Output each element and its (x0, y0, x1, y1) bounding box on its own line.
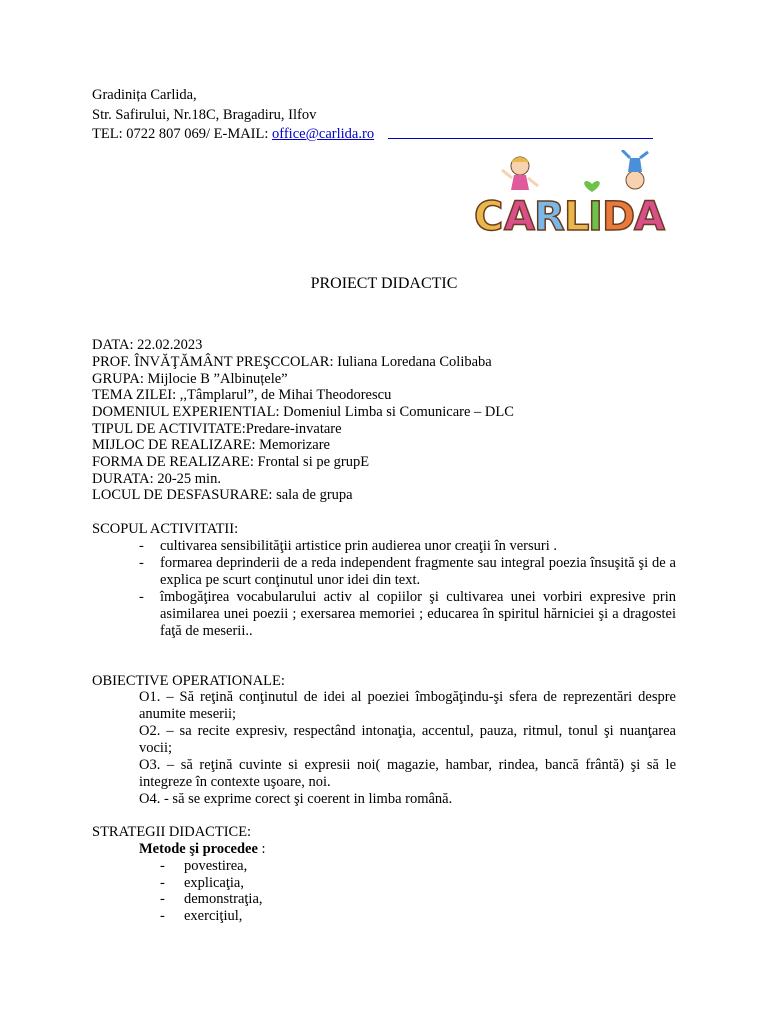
mijloc-value: Memorizare (255, 437, 330, 453)
obiective-item: O4. - să se exprime corect şi coerent in limba română. (139, 791, 453, 807)
metode-item: demonstraţia, (184, 891, 263, 907)
metode-item: explicaţia, (184, 875, 244, 891)
obiective-heading: OBIECTIVE OPERATIONALE: (92, 673, 285, 689)
metode-item: exerciţiul, (184, 908, 243, 924)
obiective-item: O1. – Să reţină conţinutul de idei al poeziei îmbogăţindu-şi sfera de reprezentări despre anumite meserii; (139, 689, 676, 722)
scopul-dash: - (139, 555, 144, 571)
prof-value: Iuliana Loredana Colibaba (333, 354, 492, 370)
durata-value: 20-25 min. (153, 471, 221, 487)
durata-label: DURATA: (92, 471, 154, 487)
svg-text:C: C (474, 194, 504, 238)
svg-text:I: I (588, 194, 603, 238)
scopul-item: cultivarea sensibilităţii artistice prin audierea unor creaţii în versuri . (160, 538, 557, 554)
info-data (92, 337, 202, 354)
strategii-heading: STRATEGII DIDACTICE: (92, 824, 252, 840)
metode-heading (139, 841, 266, 858)
metode-dash: - (160, 875, 165, 891)
info-domeniul (92, 404, 514, 421)
org-address: Str. Safirului, Nr.18C, Bragadiru, Ilfov (92, 107, 317, 123)
tipul-label: TIPUL DE ACTIVITATE: (92, 421, 246, 437)
scopul-item: îmbogăţirea vocabularului activ al copiilor şi cultivarea unei vorbiri expresive prin asimilarea unei poezii ; exersarea memoriei ; educarea în spiritul hărniciei şi a dragostei faţă de meserii.. (160, 589, 676, 639)
metode-item: povestirea, (184, 858, 248, 874)
data-label: DATA: (92, 337, 134, 353)
mijloc-label: MIJLOC DE REALIZARE: (92, 437, 256, 453)
info-durata (92, 471, 221, 488)
locul-value: sala de grupa (272, 487, 353, 503)
metode-label: Metode şi procedee (139, 841, 258, 857)
info-forma (92, 454, 369, 471)
contact-prefix: TEL: 0722 807 069/ E-MAIL: (92, 126, 273, 142)
forma-value: Frontal si pe grupE (253, 454, 370, 470)
info-grupa (92, 371, 288, 388)
obiective-item: O2. – sa recite expresiv, respectând intonaţia, accentul, pauza, ritmul, tonul şi nuanţarea vocii; (139, 723, 676, 756)
tipul-value: Predare-invatare (245, 421, 342, 437)
forma-label: FORMA DE REALIZARE: (92, 454, 254, 470)
info-prof (92, 354, 492, 371)
obiective-item: O3. – să reţină cuvinte si expresii noi( magazie, hambar, rindea, bancă frântă) şi să le integreze în contexte uşoare, noi. (139, 757, 676, 790)
locul-label: LOCUL DE DESFASURARE: (92, 487, 273, 503)
metode-suffix: : (257, 841, 266, 857)
carlida-logo (472, 150, 672, 238)
grupa-value: Mijlocie B ”Albinuțele” (143, 371, 288, 387)
scopul-dash: - (139, 538, 144, 554)
svg-text:L: L (564, 194, 590, 238)
data-value: 22.02.2023 (133, 337, 203, 353)
svg-text:D: D (602, 194, 636, 238)
scopul-dash: - (139, 589, 144, 605)
info-mijloc (92, 437, 330, 454)
domeniul-value: Domeniul Limba si Comunicare – DLC (279, 404, 514, 420)
scopul-heading: SCOPUL ACTIVITATII: (92, 521, 239, 537)
info-tipul (92, 421, 342, 438)
grupa-label: GRUPA: (92, 371, 144, 387)
page-title: PROIECT DIDACTIC (310, 275, 458, 292)
prof-label: PROF. ÎNVĂŢĂMÂNT PREŞCCOLAR: (92, 354, 334, 370)
info-locul (92, 487, 353, 504)
email-link[interactable]: office@carlida.ro (272, 126, 375, 142)
tema-value: ,,Tâmplarul”, de Mihai Theodorescu (176, 387, 392, 403)
org-contact (92, 126, 374, 143)
metode-dash: - (160, 891, 165, 907)
metode-dash: - (160, 908, 165, 924)
svg-text:A: A (634, 194, 665, 238)
domeniul-label: DOMENIUL EXPERIENTIAL: (92, 404, 280, 420)
org-name: Gradinița Carlida, (92, 87, 197, 103)
svg-text:A: A (504, 194, 535, 238)
header-rule (388, 138, 653, 139)
info-tema (92, 387, 391, 404)
svg-text:R: R (534, 194, 565, 238)
metode-dash: - (160, 858, 165, 874)
scopul-item: formarea deprinderii de a reda independent fragmente sau integral poezia însuşită şi de a explica pe scurt conţinutul unor idei din text. (160, 555, 676, 588)
tema-label: TEMA ZILEI: (92, 387, 177, 403)
